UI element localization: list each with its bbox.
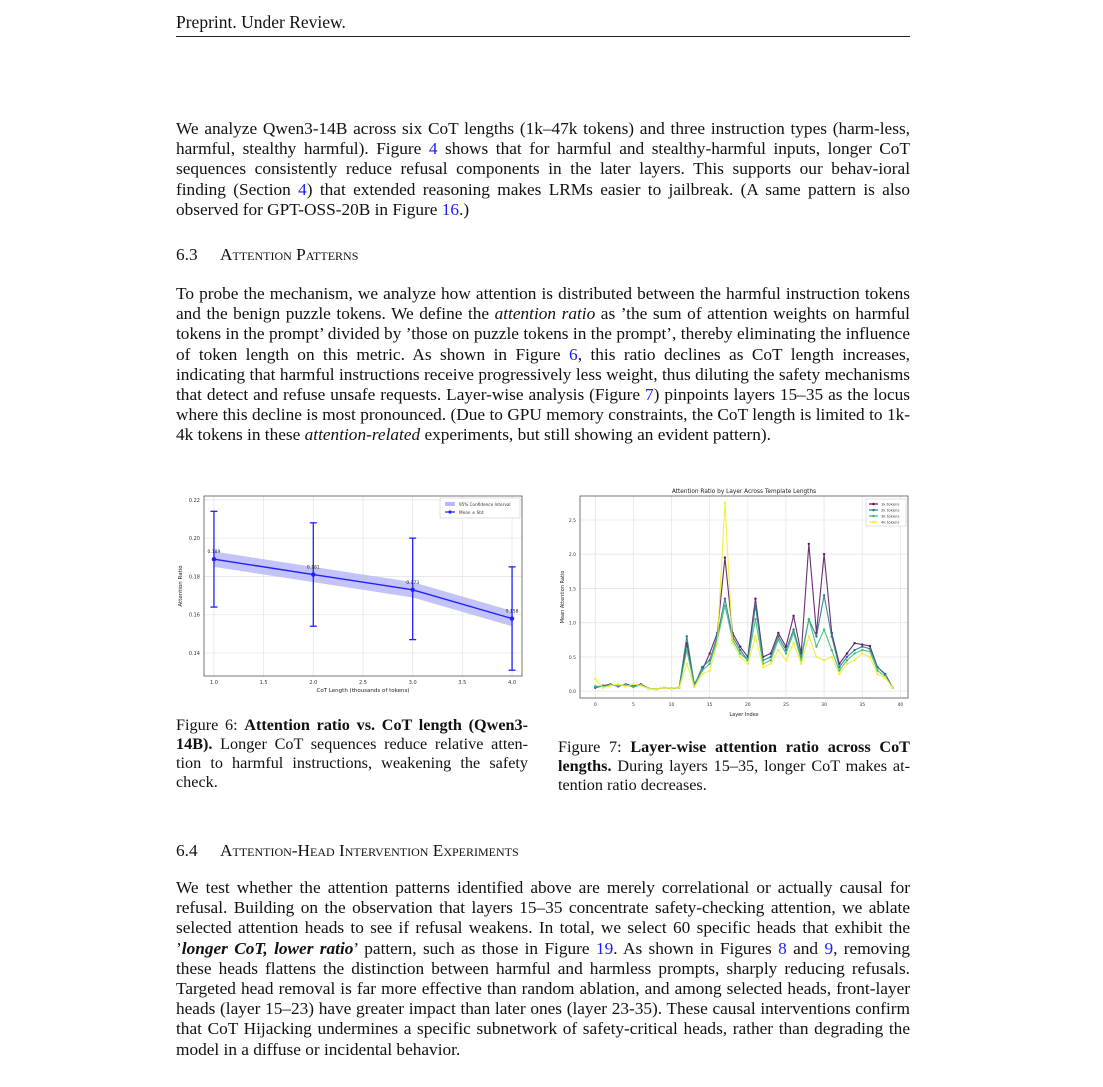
y-tick-label: 0.20 bbox=[188, 536, 200, 543]
series-point bbox=[831, 656, 833, 658]
series-line-4k-tokens bbox=[595, 503, 892, 689]
header-text: Preprint. Under Review. bbox=[176, 12, 346, 32]
figure-4-link[interactable]: 4 bbox=[428, 139, 438, 159]
series-point bbox=[754, 618, 756, 620]
x-tick-label: 1.5 bbox=[259, 680, 268, 686]
series-point bbox=[846, 663, 848, 665]
series-point bbox=[884, 676, 886, 678]
series-point bbox=[708, 669, 710, 671]
legend-swatch-point bbox=[872, 503, 875, 506]
x-tick-label: 2.0 bbox=[309, 680, 318, 686]
series-point bbox=[632, 683, 634, 685]
legend-label: 2k tokens bbox=[881, 507, 900, 513]
legend-swatch-band bbox=[445, 502, 455, 506]
series-point bbox=[663, 687, 665, 689]
series-point bbox=[823, 628, 825, 630]
legend-swatch-point bbox=[872, 509, 875, 512]
figure-9-link[interactable]: 9 bbox=[824, 938, 834, 958]
legend-swatch-point bbox=[448, 510, 451, 513]
series-point bbox=[754, 598, 756, 600]
figure-7-caption: Figure 7: Layer-wise attention ratio across CoT lengths. During layers 15–35, longer CoT makes at-tention ratio decreases. bbox=[558, 738, 910, 794]
series-point bbox=[823, 553, 825, 555]
series-point bbox=[861, 649, 863, 651]
series-point bbox=[815, 645, 817, 647]
series-point bbox=[686, 649, 688, 651]
legend-label: 1k tokens bbox=[881, 501, 900, 507]
series-point bbox=[701, 669, 703, 671]
section-heading-6-4 bbox=[176, 841, 519, 861]
series-point bbox=[861, 645, 863, 647]
x-tick-label: 4.0 bbox=[508, 680, 517, 686]
paragraph-head-intervention: We test whether the attention patterns identified above are merely correlational or actually causal for refusal. Building on the observation that layers 15–35 concentrate safety-checking attention, we ablate selected attention heads to see if refusal weakens. In total, we select 60 specific heads that exhibit the ’longer CoT, lower ratio’ pattern, such as those in Figure 19. As shown in Figures 8 and 9, removing these heads flattens the distinction between harmful and harmless prompts, sharply reducing refusals. Targeted head removal is far more effective than random ablation, and among selected heads, front-layer heads (layer 15–23) have greater impact than later ones (layer 23-35). These causal interventions confirm that CoT Hijacking undermines a specific subnetwork of safety-critical heads, rather than degrading the model in a diffuse or incidental behavior. bbox=[176, 878, 911, 1059]
legend-label: Mean ± Std bbox=[459, 510, 484, 515]
series-point bbox=[594, 685, 596, 687]
series-point bbox=[831, 649, 833, 651]
series-point bbox=[869, 645, 871, 647]
series-point bbox=[792, 615, 794, 617]
figure-19-link[interactable]: 19 bbox=[595, 938, 614, 958]
series-point bbox=[785, 659, 787, 661]
series-point bbox=[823, 594, 825, 596]
series-point bbox=[708, 652, 710, 654]
figure-6-chart bbox=[170, 488, 530, 698]
series-point bbox=[792, 632, 794, 634]
series-point bbox=[777, 649, 779, 651]
series-point bbox=[792, 642, 794, 644]
series-point bbox=[861, 643, 863, 645]
series-point bbox=[647, 687, 649, 689]
series-point bbox=[602, 687, 604, 689]
series-point bbox=[815, 635, 817, 637]
series-point bbox=[617, 683, 619, 685]
series-point bbox=[686, 663, 688, 665]
series-point bbox=[754, 635, 756, 637]
x-tick-label: 40 bbox=[897, 703, 904, 708]
series-point bbox=[869, 650, 871, 652]
section-number: 6.4 bbox=[176, 841, 198, 860]
y-tick-label: 1.0 bbox=[568, 621, 576, 627]
y-tick-label: 2.5 bbox=[568, 518, 576, 524]
y-tick-label: 0.0 bbox=[568, 690, 576, 696]
running-header bbox=[176, 12, 910, 37]
series-point bbox=[815, 656, 817, 658]
y-tick-label: 0.22 bbox=[188, 497, 200, 504]
x-tick-label: 30 bbox=[821, 703, 827, 708]
series-point bbox=[670, 687, 672, 689]
series-point bbox=[609, 684, 611, 686]
mean-point bbox=[212, 557, 216, 561]
series-point bbox=[708, 663, 710, 665]
series-point bbox=[724, 598, 726, 600]
series-point bbox=[823, 659, 825, 661]
series-point bbox=[640, 684, 642, 686]
x-tick-label: 25 bbox=[783, 703, 789, 708]
y-tick-label: 0.14 bbox=[188, 651, 200, 658]
y-tick-label: 1.5 bbox=[568, 587, 576, 593]
legend-box bbox=[440, 498, 520, 518]
series-point bbox=[686, 635, 688, 637]
mean-point bbox=[311, 572, 315, 576]
legend-swatch-point bbox=[872, 515, 875, 518]
series-point bbox=[853, 649, 855, 651]
section-title: Attention Patterns bbox=[220, 245, 359, 264]
series-point bbox=[701, 673, 703, 675]
series-point bbox=[876, 673, 878, 675]
mean-point bbox=[410, 588, 414, 592]
series-point bbox=[632, 686, 634, 688]
section-title: Attention-Head Intervention Experiments bbox=[220, 841, 519, 860]
series-point bbox=[853, 659, 855, 661]
y-tick-label: 2.0 bbox=[568, 553, 576, 559]
series-point bbox=[861, 652, 863, 654]
series-point bbox=[754, 604, 756, 606]
series-point bbox=[808, 543, 810, 545]
x-tick-label: 2.5 bbox=[359, 680, 367, 686]
legend-swatch-point bbox=[872, 521, 875, 524]
y-tick-label: 0.5 bbox=[568, 655, 576, 661]
y-axis-label: Mean Attention Ratio bbox=[560, 570, 566, 624]
data-label: 0.189 bbox=[207, 550, 221, 556]
x-tick-label: 3.0 bbox=[408, 680, 417, 686]
series-point bbox=[701, 666, 703, 668]
x-tick-label: 20 bbox=[744, 703, 751, 708]
x-tick-label: 10 bbox=[668, 703, 675, 708]
series-line-2k-tokens bbox=[595, 595, 892, 689]
figure-6-caption: Figure 6: Attention ratio vs. CoT length (Qwen3-14B). Longer CoT sequences reduce relative atten-tion to harmful instructions, weakening the safety check. bbox=[176, 716, 528, 791]
series-point bbox=[739, 656, 741, 658]
series-point bbox=[625, 685, 627, 687]
y-axis-label: Attention Ratio bbox=[178, 565, 184, 607]
series-point bbox=[808, 618, 810, 620]
series-point bbox=[846, 652, 848, 654]
legend-label: 4k tokens bbox=[881, 519, 900, 525]
series-point bbox=[869, 647, 871, 649]
series-point bbox=[853, 642, 855, 644]
series-point bbox=[678, 687, 680, 689]
y-tick-label: 0.18 bbox=[188, 574, 200, 581]
figure-7-chart bbox=[556, 484, 912, 720]
section-4-link[interactable]: 4 bbox=[298, 179, 307, 199]
x-axis-label: CoT Length (thousands of tokens) bbox=[316, 688, 410, 694]
series-line-3k-tokens bbox=[595, 606, 892, 690]
data-label: 0.181 bbox=[306, 565, 320, 571]
series-point bbox=[769, 663, 771, 665]
series-point bbox=[724, 604, 726, 606]
x-tick-label: 1.0 bbox=[209, 680, 218, 686]
data-label: 0.158 bbox=[505, 609, 519, 615]
data-label: 0.173 bbox=[406, 580, 420, 586]
series-point bbox=[731, 642, 733, 644]
series-line-1k-tokens bbox=[595, 544, 892, 689]
series-point bbox=[808, 635, 810, 637]
series-point bbox=[892, 687, 894, 689]
series-point bbox=[594, 678, 596, 680]
x-tick-label: 3.5 bbox=[458, 680, 467, 686]
series-point bbox=[762, 666, 764, 668]
section-number: 6.3 bbox=[176, 245, 198, 264]
series-point bbox=[693, 686, 695, 688]
series-point bbox=[777, 635, 779, 637]
series-point bbox=[792, 628, 794, 630]
series-point bbox=[724, 502, 726, 504]
series-point bbox=[777, 632, 779, 634]
section-heading-6-3 bbox=[176, 245, 358, 265]
x-axis-label: Layer Index bbox=[729, 712, 759, 718]
y-tick-label: 0.16 bbox=[188, 612, 200, 619]
figure-8-link[interactable]: 8 bbox=[778, 938, 787, 958]
series-point bbox=[716, 642, 718, 644]
x-tick-label: 5 bbox=[631, 703, 635, 708]
plot-frame bbox=[580, 496, 908, 698]
series-point bbox=[747, 663, 749, 665]
figure-7-link[interactable]: 7 bbox=[645, 385, 654, 405]
series-point bbox=[777, 639, 779, 641]
legend-label: 95% Confidence Interval bbox=[459, 502, 511, 507]
series-point bbox=[785, 652, 787, 654]
paragraph-attention-patterns: To probe the mechanism, we analyze how attention is distributed between the harmful instruction tokens and the benign puzzle tokens. We define the attention ratio as ’the sum of attention weights on harmful tokens in the prompt’ divided by ’those on puzzle tokens in the prompt’, thereby eliminating the influence of token length on this metric. As shown in Figure 6, this ratio declines as CoT length increases, indicating that harmful instructions receive progressively less weight, thus diluting the safety mechanisms that detect and refuse unsafe requests. Layer-wise analysis (Figure 7) pinpoints layers 15–35 as the locus where this decline is most pronounced. (Due to GPU memory constraints, the CoT length is limited to 1k-4k tokens in these attention-related experiments, but still showing an evident pattern). bbox=[176, 284, 910, 445]
series-point bbox=[846, 656, 848, 658]
series-point bbox=[724, 556, 726, 558]
series-point bbox=[846, 659, 848, 661]
x-tick-label: 15 bbox=[706, 703, 713, 708]
figure-16-link[interactable]: 16 bbox=[441, 199, 460, 219]
mean-point bbox=[510, 616, 514, 620]
chart-title: Attention Ratio by Layer Across Template Lengths bbox=[671, 489, 817, 495]
series-point bbox=[831, 635, 833, 637]
series-point bbox=[869, 656, 871, 658]
series-point bbox=[838, 673, 840, 675]
x-tick-label: 0 bbox=[593, 703, 597, 708]
series-point bbox=[655, 688, 657, 690]
figure-6-link[interactable]: 6 bbox=[569, 344, 578, 364]
x-tick-label: 35 bbox=[859, 703, 866, 708]
series-point bbox=[800, 663, 802, 665]
legend-label: 3k tokens bbox=[881, 513, 900, 519]
series-point bbox=[853, 652, 855, 654]
paragraph-cot-lengths: We analyze Qwen3-14B across six CoT lengths (1k–47k tokens) and three instruction types (harm-less, harmful, stealthy harmful). Figure 4 shows that for harmful and stealthy-harmful inputs, longer CoT sequences consistently reduce refusal components in the later layers. This supports our behav-ioral finding (Section 4) that extended reasoning makes LRMs easier to jailbreak. (A same pattern is also observed for GPT-OSS-20B in Figure 16.) bbox=[176, 119, 910, 219]
